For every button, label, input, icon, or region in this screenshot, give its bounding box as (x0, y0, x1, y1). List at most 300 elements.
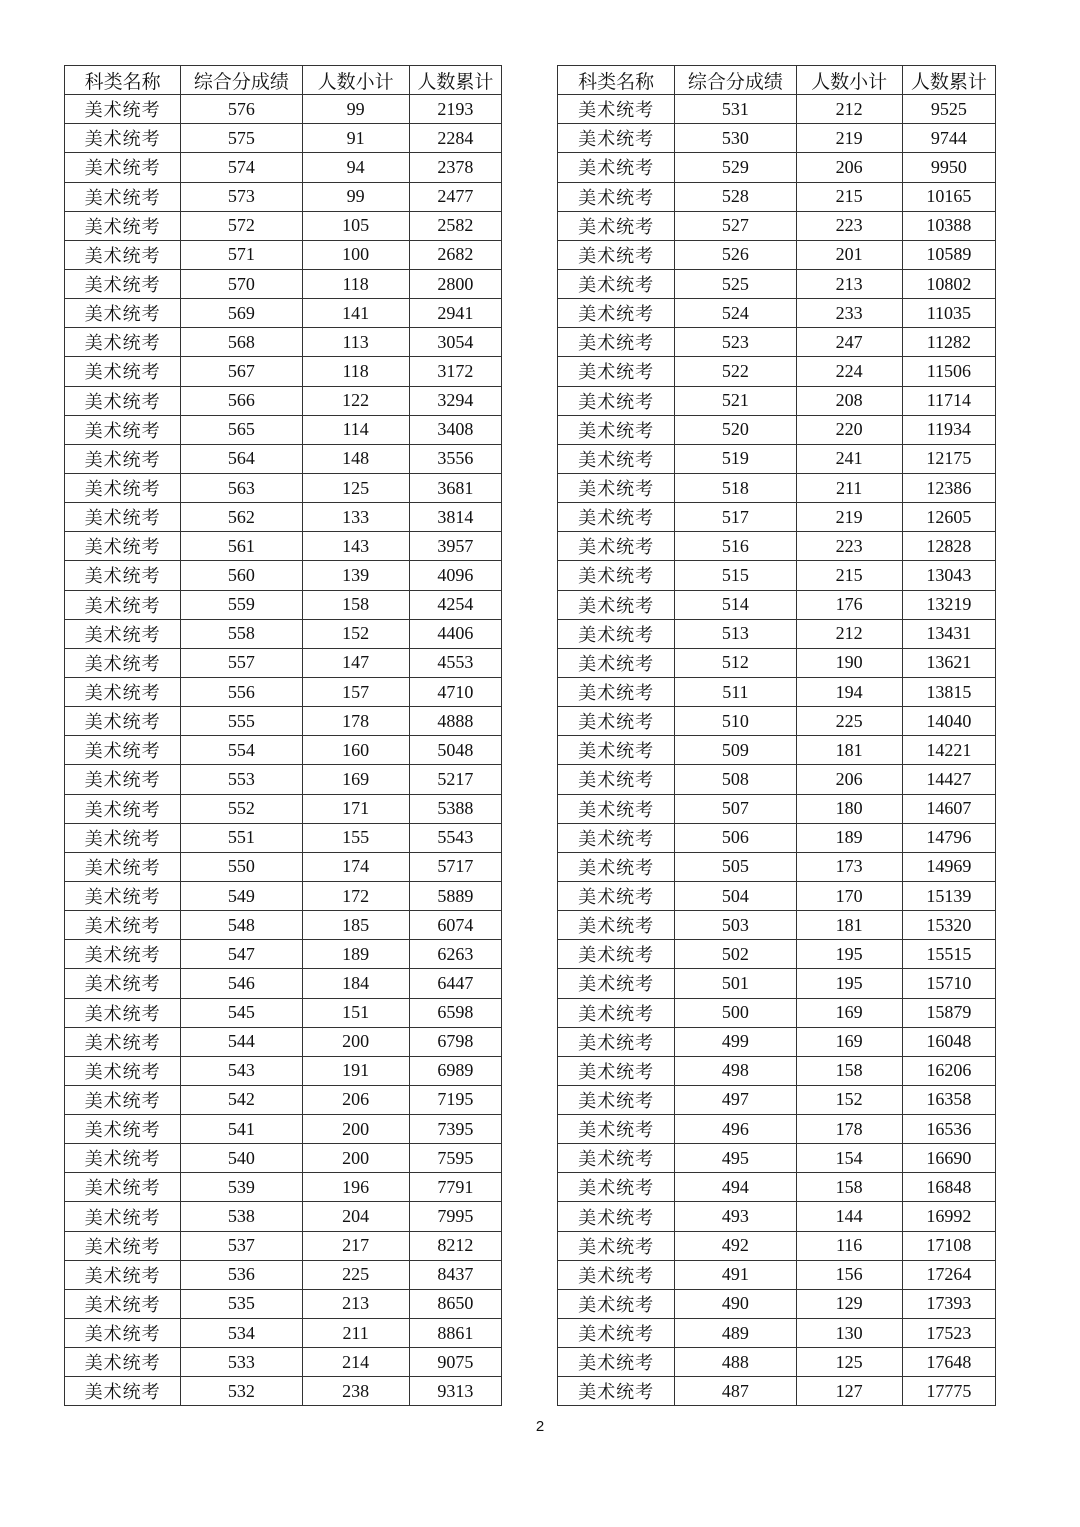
category-cell: 美术统考 (65, 794, 181, 823)
score-cell: 572 (181, 211, 302, 240)
table-row (558, 1027, 996, 1056)
count-cell: 125 (796, 1348, 902, 1377)
cumulative-cell: 10388 (902, 211, 995, 240)
count-cell: 160 (302, 736, 409, 765)
count-cell: 213 (796, 269, 902, 298)
score-cell: 558 (181, 619, 302, 648)
cumulative-cell: 8437 (409, 1260, 501, 1289)
table-row (558, 998, 996, 1027)
cumulative-cell: 3054 (409, 328, 501, 357)
score-cell: 575 (181, 124, 302, 153)
cumulative-cell: 17648 (902, 1348, 995, 1377)
table-row (558, 211, 996, 240)
cumulative-cell: 16048 (902, 1027, 995, 1056)
category-cell: 美术统考 (558, 415, 675, 444)
cumulative-cell: 14796 (902, 823, 995, 852)
score-cell: 518 (675, 473, 796, 502)
count-cell: 158 (796, 1173, 902, 1202)
score-cell: 553 (181, 765, 302, 794)
score-cell: 566 (181, 386, 302, 415)
table-row (558, 1319, 996, 1348)
table-body-left (65, 95, 502, 1406)
category-cell: 美术统考 (558, 240, 675, 269)
count-cell: 223 (796, 211, 902, 240)
table-row (65, 124, 502, 153)
table-row (65, 736, 502, 765)
category-cell: 美术统考 (65, 1056, 181, 1085)
table-row (558, 473, 996, 502)
count-cell: 157 (302, 677, 409, 706)
score-cell: 530 (675, 124, 796, 153)
count-cell: 215 (796, 561, 902, 590)
table-row (558, 1202, 996, 1231)
count-cell: 206 (796, 765, 902, 794)
cumulative-cell: 6598 (409, 998, 501, 1027)
count-cell: 214 (302, 1348, 409, 1377)
header-score: 综合分成绩 (675, 66, 796, 95)
category-cell: 美术统考 (65, 707, 181, 736)
score-cell: 493 (675, 1202, 796, 1231)
cumulative-cell: 2800 (409, 269, 501, 298)
table-row (65, 1056, 502, 1085)
score-cell: 545 (181, 998, 302, 1027)
score-cell: 565 (181, 415, 302, 444)
table-row (65, 619, 502, 648)
count-cell: 147 (302, 648, 409, 677)
cumulative-cell: 16992 (902, 1202, 995, 1231)
cumulative-cell: 12175 (902, 444, 995, 473)
score-cell: 570 (181, 269, 302, 298)
count-cell: 223 (796, 532, 902, 561)
score-cell: 487 (675, 1377, 796, 1406)
cumulative-cell: 11282 (902, 328, 995, 357)
count-cell: 247 (796, 328, 902, 357)
score-cell: 494 (675, 1173, 796, 1202)
table-row (558, 677, 996, 706)
cumulative-cell: 6989 (409, 1056, 501, 1085)
count-cell: 219 (796, 124, 902, 153)
page-number: 2 (535, 1418, 545, 1435)
count-cell: 105 (302, 211, 409, 240)
table-row (558, 357, 996, 386)
score-cell: 498 (675, 1056, 796, 1085)
score-cell: 514 (675, 590, 796, 619)
count-cell: 130 (796, 1319, 902, 1348)
table-row (65, 1231, 502, 1260)
score-cell: 544 (181, 1027, 302, 1056)
cumulative-cell: 9075 (409, 1348, 501, 1377)
score-cell: 496 (675, 1115, 796, 1144)
score-cell: 499 (675, 1027, 796, 1056)
table-row (558, 386, 996, 415)
count-cell: 190 (796, 648, 902, 677)
count-cell: 91 (302, 124, 409, 153)
score-cell: 497 (675, 1085, 796, 1114)
cumulative-cell: 10802 (902, 269, 995, 298)
cumulative-cell: 4553 (409, 648, 501, 677)
table-row (558, 1144, 996, 1173)
category-cell: 美术统考 (65, 240, 181, 269)
cumulative-cell: 12386 (902, 473, 995, 502)
category-cell: 美术统考 (65, 153, 181, 182)
table-row (65, 1085, 502, 1114)
count-cell: 200 (302, 1115, 409, 1144)
table-row (558, 1231, 996, 1260)
count-cell: 151 (302, 998, 409, 1027)
table-row (65, 1319, 502, 1348)
score-cell: 551 (181, 823, 302, 852)
category-cell: 美术统考 (65, 677, 181, 706)
count-cell: 158 (302, 590, 409, 619)
cumulative-cell: 8650 (409, 1289, 501, 1318)
count-cell: 158 (796, 1056, 902, 1085)
cumulative-cell: 17393 (902, 1289, 995, 1318)
category-cell: 美术统考 (65, 1231, 181, 1260)
score-table-left (64, 65, 502, 1406)
category-cell: 美术统考 (558, 386, 675, 415)
table-row (65, 269, 502, 298)
score-cell: 524 (675, 299, 796, 328)
cumulative-cell: 4406 (409, 619, 501, 648)
score-cell: 510 (675, 707, 796, 736)
count-cell: 173 (796, 852, 902, 881)
table-row (65, 940, 502, 969)
count-cell: 200 (302, 1027, 409, 1056)
cumulative-cell: 3172 (409, 357, 501, 386)
category-cell: 美术统考 (65, 211, 181, 240)
table-row (65, 503, 502, 532)
count-cell: 233 (796, 299, 902, 328)
table-row (558, 328, 996, 357)
category-cell: 美术统考 (558, 911, 675, 940)
category-cell: 美术统考 (65, 852, 181, 881)
table-row (558, 182, 996, 211)
cumulative-cell: 14969 (902, 852, 995, 881)
table-row (558, 503, 996, 532)
score-cell: 528 (675, 182, 796, 211)
cumulative-cell: 5217 (409, 765, 501, 794)
score-cell: 543 (181, 1056, 302, 1085)
header-score: 综合分成绩 (181, 66, 302, 95)
category-cell: 美术统考 (65, 328, 181, 357)
count-cell: 241 (796, 444, 902, 473)
category-cell: 美术统考 (558, 677, 675, 706)
category-cell: 美术统考 (558, 1377, 675, 1406)
category-cell: 美术统考 (65, 881, 181, 910)
category-cell: 美术统考 (65, 561, 181, 590)
category-cell: 美术统考 (558, 1085, 675, 1114)
cumulative-cell: 7595 (409, 1144, 501, 1173)
score-cell: 503 (675, 911, 796, 940)
count-cell: 139 (302, 561, 409, 590)
cumulative-cell: 7395 (409, 1115, 501, 1144)
table-row (558, 794, 996, 823)
cumulative-cell: 17775 (902, 1377, 995, 1406)
count-cell: 170 (796, 881, 902, 910)
category-cell: 美术统考 (558, 1319, 675, 1348)
count-cell: 195 (796, 969, 902, 998)
cumulative-cell: 6263 (409, 940, 501, 969)
cumulative-cell: 14221 (902, 736, 995, 765)
count-cell: 178 (796, 1115, 902, 1144)
table-row (558, 969, 996, 998)
score-cell: 567 (181, 357, 302, 386)
category-cell: 美术统考 (558, 1260, 675, 1289)
table-row (558, 444, 996, 473)
count-cell: 213 (302, 1289, 409, 1318)
cumulative-cell: 3957 (409, 532, 501, 561)
table-row (65, 765, 502, 794)
table-row (65, 328, 502, 357)
cumulative-cell: 17108 (902, 1231, 995, 1260)
category-cell: 美术统考 (558, 1348, 675, 1377)
category-cell: 美术统考 (65, 823, 181, 852)
score-cell: 511 (675, 677, 796, 706)
category-cell: 美术统考 (558, 561, 675, 590)
table-row (558, 911, 996, 940)
cumulative-cell: 3681 (409, 473, 501, 502)
cumulative-cell: 16358 (902, 1085, 995, 1114)
category-cell: 美术统考 (558, 1027, 675, 1056)
score-cell: 560 (181, 561, 302, 590)
score-cell: 522 (675, 357, 796, 386)
score-cell: 573 (181, 182, 302, 211)
table-row (558, 1289, 996, 1318)
score-cell: 539 (181, 1173, 302, 1202)
score-cell: 523 (675, 328, 796, 357)
score-cell: 495 (675, 1144, 796, 1173)
table-row (558, 299, 996, 328)
category-cell: 美术统考 (558, 969, 675, 998)
cumulative-cell: 13219 (902, 590, 995, 619)
count-cell: 201 (796, 240, 902, 269)
count-cell: 189 (302, 940, 409, 969)
cumulative-cell: 14427 (902, 765, 995, 794)
category-cell: 美术统考 (558, 153, 675, 182)
cumulative-cell: 15320 (902, 911, 995, 940)
count-cell: 208 (796, 386, 902, 415)
score-cell: 532 (181, 1377, 302, 1406)
cumulative-cell: 11506 (902, 357, 995, 386)
cumulative-cell: 4710 (409, 677, 501, 706)
score-cell: 550 (181, 852, 302, 881)
category-cell: 美术统考 (65, 124, 181, 153)
header-count: 人数小计 (302, 66, 409, 95)
category-cell: 美术统考 (65, 95, 181, 124)
cumulative-cell: 5388 (409, 794, 501, 823)
table-row (558, 532, 996, 561)
cumulative-cell: 5717 (409, 852, 501, 881)
count-cell: 191 (302, 1056, 409, 1085)
count-cell: 118 (302, 269, 409, 298)
cumulative-cell: 2284 (409, 124, 501, 153)
cumulative-cell: 9525 (902, 95, 995, 124)
cumulative-cell: 4254 (409, 590, 501, 619)
count-cell: 211 (302, 1319, 409, 1348)
score-cell: 562 (181, 503, 302, 532)
table-row (65, 1202, 502, 1231)
cumulative-cell: 2193 (409, 95, 501, 124)
category-cell: 美术统考 (65, 182, 181, 211)
count-cell: 178 (302, 707, 409, 736)
category-cell: 美术统考 (65, 736, 181, 765)
cumulative-cell: 9744 (902, 124, 995, 153)
table-row (65, 998, 502, 1027)
header-cumulative: 人数累计 (409, 66, 501, 95)
table-row (558, 153, 996, 182)
category-cell: 美术统考 (558, 619, 675, 648)
category-cell: 美术统考 (558, 328, 675, 357)
count-cell: 171 (302, 794, 409, 823)
table-row (65, 95, 502, 124)
cumulative-cell: 17264 (902, 1260, 995, 1289)
count-cell: 114 (302, 415, 409, 444)
score-cell: 564 (181, 444, 302, 473)
count-cell: 211 (796, 473, 902, 502)
table-row (558, 1173, 996, 1202)
category-cell: 美术统考 (558, 881, 675, 910)
category-cell: 美术统考 (558, 823, 675, 852)
count-cell: 180 (796, 794, 902, 823)
header-count: 人数小计 (796, 66, 902, 95)
category-cell: 美术统考 (558, 590, 675, 619)
count-cell: 204 (302, 1202, 409, 1231)
count-cell: 94 (302, 153, 409, 182)
score-cell: 534 (181, 1319, 302, 1348)
count-cell: 169 (796, 1027, 902, 1056)
score-cell: 541 (181, 1115, 302, 1144)
cumulative-cell: 3408 (409, 415, 501, 444)
count-cell: 156 (796, 1260, 902, 1289)
count-cell: 143 (302, 532, 409, 561)
table-body-right (558, 95, 996, 1406)
category-cell: 美术统考 (558, 211, 675, 240)
count-cell: 217 (302, 1231, 409, 1260)
count-cell: 172 (302, 881, 409, 910)
cumulative-cell: 10589 (902, 240, 995, 269)
score-cell: 500 (675, 998, 796, 1027)
cumulative-cell: 13043 (902, 561, 995, 590)
cumulative-cell: 15710 (902, 969, 995, 998)
category-cell: 美术统考 (65, 444, 181, 473)
category-cell: 美术统考 (65, 1144, 181, 1173)
score-cell: 501 (675, 969, 796, 998)
category-cell: 美术统考 (558, 357, 675, 386)
count-cell: 194 (796, 677, 902, 706)
header-category: 科类名称 (65, 66, 181, 95)
cumulative-cell: 16690 (902, 1144, 995, 1173)
cumulative-cell: 4888 (409, 707, 501, 736)
score-cell: 569 (181, 299, 302, 328)
category-cell: 美术统考 (65, 998, 181, 1027)
table-row (558, 619, 996, 648)
score-cell: 538 (181, 1202, 302, 1231)
table-row (558, 269, 996, 298)
score-cell: 571 (181, 240, 302, 269)
score-cell: 508 (675, 765, 796, 794)
table-row (558, 1260, 996, 1289)
category-cell: 美术统考 (558, 765, 675, 794)
count-cell: 185 (302, 911, 409, 940)
score-cell: 516 (675, 532, 796, 561)
category-cell: 美术统考 (65, 590, 181, 619)
score-cell: 555 (181, 707, 302, 736)
score-cell: 531 (675, 95, 796, 124)
category-cell: 美术统考 (65, 648, 181, 677)
count-cell: 99 (302, 95, 409, 124)
category-cell: 美术统考 (558, 269, 675, 298)
category-cell: 美术统考 (65, 1348, 181, 1377)
table-row (65, 1115, 502, 1144)
table-row (65, 473, 502, 502)
score-cell: 542 (181, 1085, 302, 1114)
cumulative-cell: 11934 (902, 415, 995, 444)
table-row (558, 707, 996, 736)
cumulative-cell: 14040 (902, 707, 995, 736)
score-cell: 557 (181, 648, 302, 677)
category-cell: 美术统考 (65, 269, 181, 298)
count-cell: 152 (302, 619, 409, 648)
table-row (558, 415, 996, 444)
count-cell: 125 (302, 473, 409, 502)
category-cell: 美术统考 (558, 1115, 675, 1144)
table-row (558, 561, 996, 590)
category-cell: 美术统考 (558, 1289, 675, 1318)
category-cell: 美术统考 (65, 1173, 181, 1202)
count-cell: 181 (796, 911, 902, 940)
count-cell: 122 (302, 386, 409, 415)
score-cell: 507 (675, 794, 796, 823)
table-row (65, 561, 502, 590)
category-cell: 美术统考 (558, 473, 675, 502)
count-cell: 212 (796, 619, 902, 648)
category-cell: 美术统考 (65, 969, 181, 998)
header-category: 科类名称 (558, 66, 675, 95)
table-row (65, 590, 502, 619)
category-cell: 美术统考 (65, 765, 181, 794)
category-cell: 美术统考 (558, 124, 675, 153)
count-cell: 154 (796, 1144, 902, 1173)
score-cell: 529 (675, 153, 796, 182)
score-cell: 505 (675, 852, 796, 881)
score-cell: 576 (181, 95, 302, 124)
cumulative-cell: 2378 (409, 153, 501, 182)
score-cell: 554 (181, 736, 302, 765)
table-row (65, 852, 502, 881)
count-cell: 225 (302, 1260, 409, 1289)
category-cell: 美术统考 (65, 1085, 181, 1114)
count-cell: 196 (302, 1173, 409, 1202)
count-cell: 189 (796, 823, 902, 852)
cumulative-cell: 5543 (409, 823, 501, 852)
category-cell: 美术统考 (65, 532, 181, 561)
count-cell: 144 (796, 1202, 902, 1231)
table-row (65, 153, 502, 182)
score-cell: 504 (675, 881, 796, 910)
table-row (558, 124, 996, 153)
cumulative-cell: 2941 (409, 299, 501, 328)
cumulative-cell: 8861 (409, 1319, 501, 1348)
category-cell: 美术统考 (558, 707, 675, 736)
count-cell: 184 (302, 969, 409, 998)
cumulative-cell: 16848 (902, 1173, 995, 1202)
score-cell: 552 (181, 794, 302, 823)
table-row (558, 852, 996, 881)
score-cell: 515 (675, 561, 796, 590)
cumulative-cell: 3294 (409, 386, 501, 415)
score-cell: 561 (181, 532, 302, 561)
count-cell: 206 (796, 153, 902, 182)
